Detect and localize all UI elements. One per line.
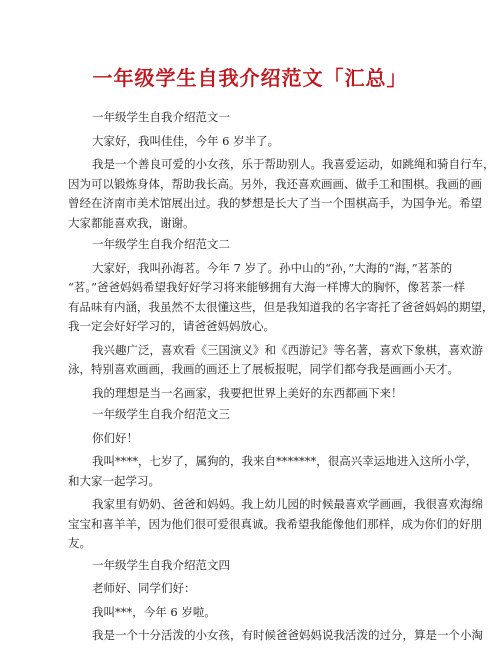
section-1 bbox=[68, 108, 495, 233]
paragraph-line: 我家里有奶奶、爸爸和妈妈。我上幼儿园的时候最喜欢学画画，我很喜欢海绵 bbox=[92, 497, 483, 511]
paragraph-line: 我一定会好好学习的，请爸爸妈妈放心。 bbox=[68, 319, 275, 333]
paragraph-line: 我兴趣广泛，喜欢看《三国演义》和《西游记》等名著，喜欢下象棋，喜欢游 bbox=[92, 342, 483, 357]
paragraph-line: 大家好，我叫孙海茗。今年 7 岁了。孙中山的“孙，”大海的“海，”茗茶的 bbox=[92, 260, 453, 275]
section-4 bbox=[92, 556, 483, 646]
paragraph-line: 宝宝和喜羊羊，因为他们很可爱很真诚。我希望我能像他们那样，成为你们的好朋 bbox=[68, 516, 482, 531]
paragraph-line: 和大家一起学习。 bbox=[68, 473, 160, 488]
paragraph-line: 老师好、同学们好： bbox=[92, 581, 196, 595]
paragraph-line: 我是一个十分活泼的小女孩，有时候爸爸妈妈说我活泼的过分，算是一个小淘 bbox=[92, 628, 483, 642]
paragraph-line: 我叫****，七岁了，属狗的，我来自*******，很高兴幸运地进入这所小学， bbox=[92, 454, 478, 468]
paragraph-line: 有品味有内涵，我虽然不太很懂这些，但是我知道我的名字寄托了爸爸妈妈的期望， bbox=[68, 299, 494, 314]
paragraph-line: 因为可以锻炼身体，帮助我长高。另外，我还喜欢画画、做手工和围棋。我画的画 bbox=[68, 176, 482, 191]
paragraph-line: 我的理想是当一名画家，我要把世界上美好的东西都画下来！ bbox=[92, 385, 403, 400]
paragraph-line: 我叫***，今年 6 岁啦。 bbox=[92, 604, 216, 619]
section-heading: 一年级学生自我介绍范文二 bbox=[92, 237, 230, 251]
document-body bbox=[68, 108, 495, 646]
section-2 bbox=[68, 235, 494, 403]
paragraph-line: “茗。”爸爸妈妈希望我好好学习将来能够拥有大海一样博大的胸怀，像茗茶一样 bbox=[68, 280, 466, 294]
paragraph-line: 泳，特别喜欢画画，我画的画还上了展板报呢，同学们都夸我是画画小天才。 bbox=[68, 362, 459, 376]
paragraph-line: 曾经在济南市美术馆展出过。我的梦想是长大了当一个围棋高手，为国争光。希望 bbox=[68, 196, 482, 210]
section-heading: 一年级学生自我介绍范文一 bbox=[92, 110, 230, 124]
section-3 bbox=[68, 405, 483, 554]
paragraph-line: 大家都能喜欢我，谢谢。 bbox=[68, 215, 195, 230]
paragraph-line: 大家好，我叫佳佳，今年 6 岁半了。 bbox=[92, 133, 280, 148]
section-heading: 一年级学生自我介绍范文四 bbox=[92, 557, 230, 572]
paragraph-line: 友。 bbox=[68, 536, 91, 550]
section-heading: 一年级学生自我介绍范文三 bbox=[92, 407, 230, 421]
paragraph-line: 你们好！ bbox=[92, 430, 138, 445]
paragraph-line: 我是一个善良可爱的小女孩，乐于帮助别人。我喜爱运动，如跳绳和骑自行车， bbox=[92, 157, 495, 171]
document-title: 一年级学生自我介绍范文「汇总」 bbox=[92, 66, 408, 90]
